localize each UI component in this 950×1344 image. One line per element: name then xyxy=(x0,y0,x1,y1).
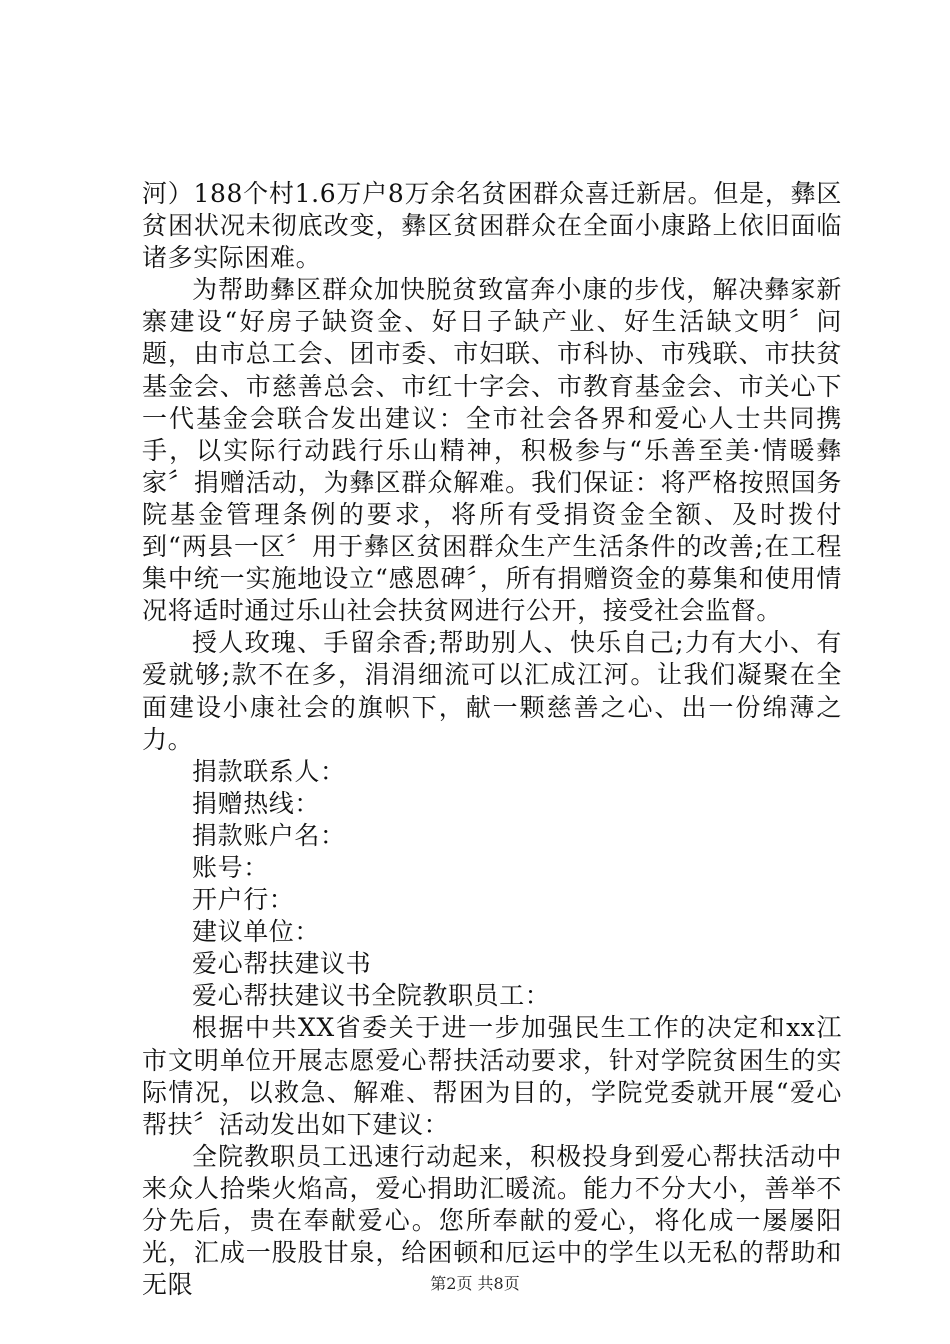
document-body xyxy=(142,178,842,1301)
hotline-line: 捐赠热线： xyxy=(192,788,321,818)
proposer-line: 建议单位： xyxy=(192,917,321,947)
account-name-line: 捐款账户名： xyxy=(192,820,346,850)
paragraph: 全院教职员工迅速行动起来，积极投身到爱心帮扶活动中来众人拾柴火焰高，爱心捐助汇暖流。能力不分大小，善举不分先后，贵在奉献爱心。您所奉献的爱心，将化成一屡屡阳光，汇成一股股甘泉，给困顿和厄运中的学生以无私的帮助和无限 xyxy=(142,1141,842,1300)
paragraph: 河）188个村1.6万户8万余名贫困群众喜迁新居。但是，彝区贫困状况未彻底改变，彝区贫困群众在全面小康路上依旧面临诸多实际困难。 xyxy=(142,179,842,273)
bank-line: 开户行： xyxy=(192,885,295,915)
paragraph: 授人玫瑰、手留余香;帮助别人、快乐自己;力有大小、有爱就够;款不在多，涓涓细流可以汇成江河。让我们凝聚在全面建设小康社会的旗帜下，献一颗慈善之心、出一份绵薄之力。 xyxy=(142,628,842,754)
paragraph: 为帮助彝区群众加快脱贫致富奔小康的步伐，解决彝家新寨建设“好房子缺资金、好日子缺产业、好生活缺文明〞问题，由市总工会、团市委、市妇联、市科协、市残联、市扶贫基金会、市慈善总会、市红十字会、市教育基金会、市关心下一代基金会联合发出建议：全市社会各界和爱心人士共同携手，以实际行动践行乐山精神，积极参与“乐善至美·情暖彝家〞捐赠活动，为彝区群众解难。我们保证：将严格按照国务院基金管理条例的要求，将所有受捐资金全额、及时拨付到“两县一区〞用于彝区贫困群众生产生活条件的改善;在工程集中统一实施地设立“感恩碑〞，所有捐赠资金的募集和使用情况将适时通过乐山社会扶贫网进行公开，接受社会监督。 xyxy=(142,275,842,626)
account-number-line: 账号： xyxy=(192,852,269,882)
page-number-footer: 第2页 共8页 xyxy=(430,1274,520,1293)
contact-person-line: 捐款联系人： xyxy=(192,756,346,786)
paragraph: 根据中共XX省委关于进一步加强民生工作的决定和xx江市文明单位开展志愿爱心帮扶活动要求，针对学院贫困生的实际情况，以救急、解难、帮困为目的，学院党委就开展“爱心帮扶〞活动发出如下建议： xyxy=(142,1013,842,1139)
section-title: 爱心帮扶建议书 xyxy=(192,949,372,979)
salutation: 爱心帮扶建议书全院教职员工： xyxy=(192,981,551,1011)
